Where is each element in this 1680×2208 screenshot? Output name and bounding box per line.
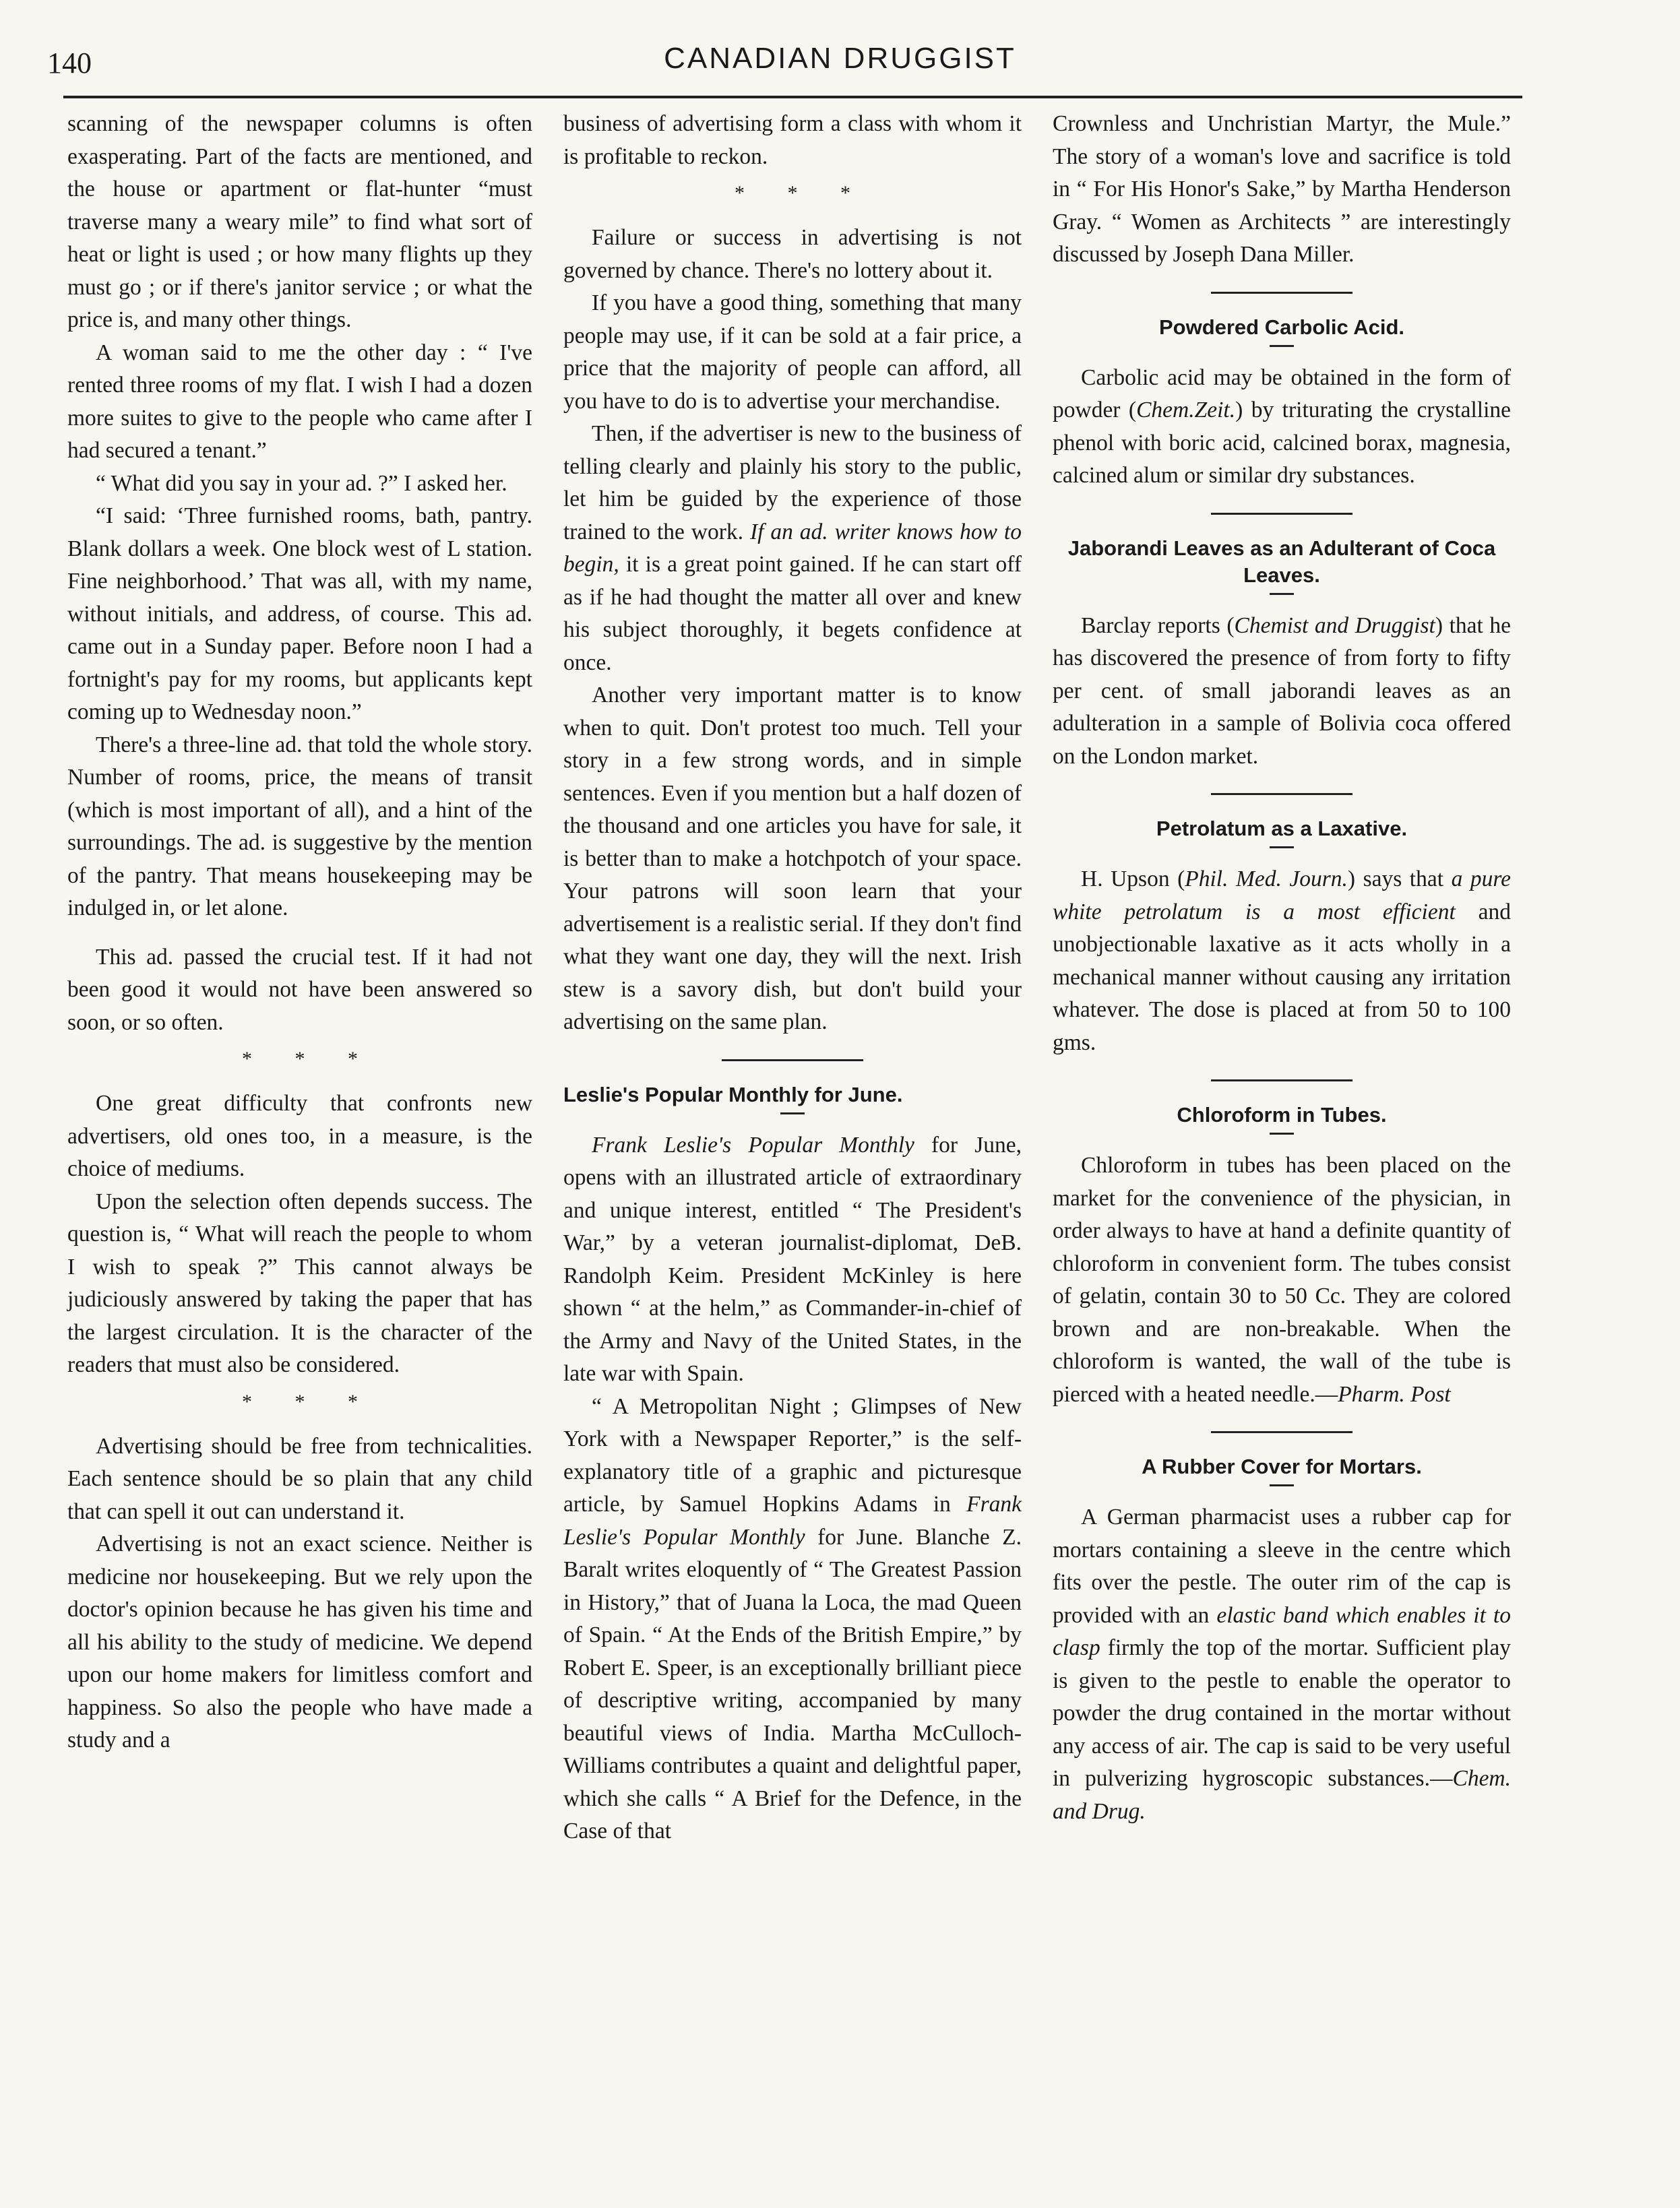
- paragraph: If you have a good thing, something that many people may use, if it can be sold at a fair price, a price that the majority of people can afford, all you have to do is to advertise your merchandise.: [563, 290, 1022, 414]
- paragraph: [1053, 362, 1511, 493]
- heading-rule: [1270, 846, 1294, 848]
- text-run: Chloroform in tubes has been placed on the market for the convenience of the physician, in order always to have at hand a definite quantity of chloroform in convenient form. The tubes consist of gelatin, contain 30 to 50 Cc. They are colored brown and are non-breakable. When the chloroform is wanted, the wall of the tube is pierced with a heated needle.—: [1053, 1153, 1511, 1407]
- column-2: [563, 108, 1022, 1848]
- section-rule: [1211, 513, 1352, 515]
- publication-title: Frank Leslie's Popular Monthly: [563, 1492, 1022, 1550]
- italic-text: elastic band which enables it to clasp: [1053, 1602, 1511, 1660]
- paragraph: [563, 418, 1022, 679]
- text-run: it is a great point gained. If he can start off as if he had thought the matter all over and knew his subject thoroughly, it begets confidence at once.: [563, 552, 1022, 675]
- article-heading: Jaborandi Leaves as an Adulterant of Coca Leaves.: [1067, 536, 1496, 587]
- header-rule: [63, 96, 1522, 98]
- heading-rule: [1270, 345, 1294, 347]
- paragraph: There's a three-line ad. that told the whole story. Number of rooms, price, the means of transit (which is most important of all), and a hint of the surroundings. The ad. is suggestive by the mention of the pantry. That means housekeeping may be indulged in, or let alone.: [67, 732, 532, 920]
- column-3: [1053, 108, 1511, 1828]
- text-run: A German pharmacist uses a rubber cap for mortars containing a sleeve in the centre which fits over the pestle. The outer rim of the cap is provided with an: [1053, 1505, 1511, 1628]
- text-run: and unobjectionable laxative as it acts wholly in a mechanical manner without causing any irritation whatever. The dose is placed at from 50 to 100 gms.: [1053, 899, 1512, 1055]
- page-number: 140: [47, 46, 92, 80]
- paragraph: Crownless and Unchristian Martyr, the Mule.” The story of a woman's love and sacrifice is told in “ For His Honor's Sake,” by Martha Henderson Gray. “ Women as Architects ” are interestingly discussed by Joseph Dana Miller.: [1053, 111, 1511, 267]
- source-citation: Phil. Med. Journ.: [1185, 866, 1348, 891]
- source-citation: Chem.Zeit.: [1136, 398, 1236, 422]
- text-run: H. Upson (: [1081, 866, 1185, 891]
- text-run: Then, if the advertiser is new to the business of telling clearly and plainly his story to the public, let him be guided by the experience of those trained to the work.: [563, 421, 1022, 544]
- publication-title: Frank Leslie's Popular Monthly: [592, 1132, 914, 1158]
- paragraph: This ad. passed the crucial test. If it had not been good it would not have been answered so soon, or so often.: [67, 944, 532, 1035]
- italic-text: If an ad. writer knows how to begin,: [563, 519, 1022, 577]
- article-heading: Powdered Carbolic Acid.: [1158, 315, 1405, 339]
- paragraph: [1053, 610, 1511, 774]
- italic-text: a pure white petrolatum is a most efficient: [1053, 866, 1512, 924]
- paragraph: [1053, 1149, 1511, 1411]
- paragraph: Advertising should be free from technicalities. Each sentence should be so plain that any child that can spell it out can understand it.: [67, 1433, 532, 1524]
- section-rule: [1211, 793, 1352, 795]
- section-rule: [722, 1059, 863, 1061]
- text-run: Barclay reports (: [1081, 612, 1235, 638]
- section-divider-stars: * * *: [242, 1048, 377, 1070]
- article-heading: Leslie's Popular Monthly for June.: [563, 1082, 903, 1106]
- paragraph: Upon the selection often depends success. The question is, “ What will reach the people to whom I wish to speak ?” This cannot always be judiciously answered by taking the paper that has the largest circulation. It is the character of the readers that must also be considered.: [67, 1189, 532, 1377]
- paragraph: Another very important matter is to know when to quit. Don't protest too much. Tell your story in a few strong words, and in simple sentences. Even if you mention but a half dozen of the thousand and one articles you have for sale, it is better than to make a hotchpotch of your space. Your patrons will soon learn that your advertisement is a realistic serial. If they don't find what they want one day, they will the next. Irish stew is a savory dish, but don't build your advertising on the same plan.: [563, 683, 1022, 1034]
- paragraph: [1053, 863, 1511, 1059]
- text-run: “ A Metropolitan Night ; Glimpses of New York with a Newspaper Reporter,” is the self-explanatory title of a graphic and picturesque article, by Samuel Hopkins Adams in: [563, 1393, 1022, 1517]
- section-divider-stars: * * *: [242, 1390, 377, 1413]
- section-divider-stars: * * *: [735, 182, 869, 204]
- running-title: CANADIAN DRUGGIST: [664, 42, 1016, 75]
- article-heading: Petrolatum as a Laxative.: [1156, 817, 1408, 840]
- heading-rule: [1270, 1484, 1294, 1486]
- text-run: firmly the top of the mortar. Sufficient play is given to the pestle to enable the operator to powder the drug contained in the mortar without any access of air. The cap is said to be very useful in pulverizing hygroscopic substances.—: [1053, 1635, 1511, 1791]
- column-1: [67, 108, 532, 1757]
- heading-rule: [1270, 593, 1294, 595]
- section-rule: [1211, 1431, 1352, 1433]
- text-run: Carbolic acid may be obtained in the form of powder (: [1053, 365, 1511, 422]
- section-rule: [1211, 1079, 1352, 1081]
- text-run: for June, opens with an illustrated article of extraordinary and unique interest, entitled “ The President's War,” by a veteran journalist-diplomat, DeB. Randolph Keim. President McKinley is here shown “ at the helm,” as Commander-in-chief of the Army and Navy of the United States, in the late war with Spain.: [563, 1132, 1022, 1386]
- paragraph: [563, 1391, 1022, 1848]
- paragraph: [563, 1129, 1022, 1391]
- page-header: [47, 42, 1633, 96]
- heading-rule: [1270, 1133, 1294, 1135]
- text-run: for June. Blanche Z. Baralt writes eloquently of “ The Greatest Passion in History,” that of Juana la Loca, the mad Queen of Spain. “ At the Ends of the British Empire,” by Robert E. Speer, is an exceptionally brilliant piece of descriptive writing, accompanied by many beautiful views of India. Martha McCulloch-Williams contributes a quaint and delightful paper, which she calls “ A Brief for the Defence, in the Case of that: [563, 1524, 1022, 1843]
- paragraph: A woman said to me the other day : “ I've rented three rooms of my flat. I wish I had a dozen more suites to give to the people who came after I had secured a tenant.”: [67, 340, 532, 463]
- text-run: ) by triturating the crystalline phenol with boric acid, calcined borax, magnesia, calcined alum or similar dry substances.: [1053, 398, 1511, 488]
- article-heading: Chloroform in Tubes.: [1177, 1103, 1387, 1127]
- paragraph: Advertising is not an exact science. Neither is medicine nor housekeeping. But we rely upon the doctor's opinion because he has given his time and all his ability to the study of medicine. We depend upon our home makers for limitless comfort and happiness. So also the people who have made a study and a: [67, 1532, 532, 1753]
- article-heading: A Rubber Cover for Mortars.: [1142, 1455, 1422, 1478]
- paragraph: Failure or success in advertising is not governed by chance. There's no lottery about it.: [563, 225, 1022, 283]
- source-citation: Chemist and Druggist: [1234, 612, 1435, 638]
- section-rule: [1211, 292, 1352, 294]
- paragraph: “ What did you say in your ad. ?” I asked her.: [96, 470, 507, 496]
- text-run: ) that he has discovered the presence of from forty to fifty per cent. of small jaborandi leaves as an adulteration in a sample of Bolivia coca offered on the London market.: [1053, 612, 1511, 769]
- paragraph: business of advertising form a class with whom it is profitable to reckon.: [563, 111, 1022, 169]
- paragraph: scanning of the newspaper columns is often exasperating. Part of the facts are mentioned, and the house or apartment or flat-hunter “must traverse many a weary mile” to find what sort of heat or light is used ; or how many flights up they must go ; or if there's janitor service ; or what the price is, and many other things.: [67, 111, 532, 332]
- source-citation: Chem. and Drug.: [1053, 1766, 1511, 1824]
- text-run: ) says that: [1347, 866, 1444, 891]
- heading-rule: [780, 1112, 805, 1114]
- paragraph: [1053, 1501, 1511, 1828]
- paragraph: “I said: ‘Three furnished rooms, bath, pantry. Blank dollars a week. One block west of L station. Fine neighborhood.’ That was all, with my name, without initials, and address, of course. This ad. came out in a Sunday paper. Before noon I had a fortnight's pay for my rooms, but applicants kept coming up to Wednesday noon.”: [67, 503, 532, 724]
- paragraph: One great difficulty that confronts new advertisers, old ones too, in a measure, is the choice of mediums.: [67, 1091, 532, 1181]
- source-citation: Pharm. Post: [1338, 1381, 1451, 1407]
